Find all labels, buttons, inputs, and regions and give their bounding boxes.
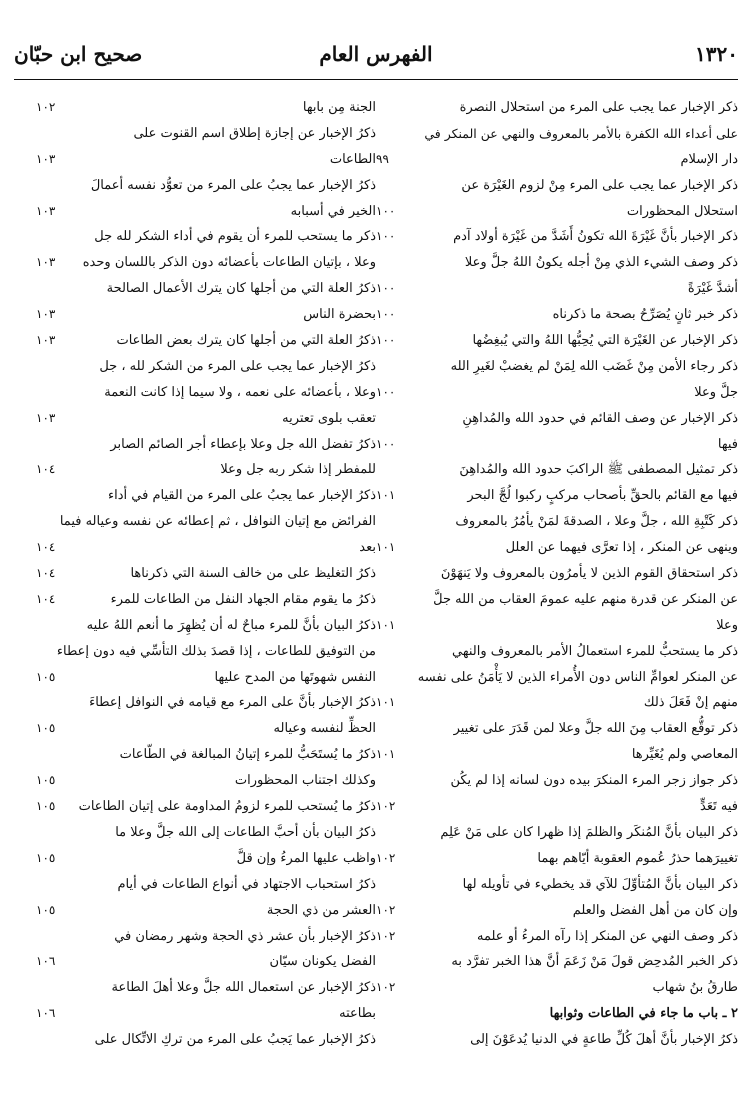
entry-page-number: ١٠٠ — [376, 436, 396, 451]
entry-text: الفضل يكونان سيّان — [269, 954, 376, 970]
index-entry-line — [376, 716, 738, 742]
entry-text: وعلا — [716, 617, 738, 633]
entry-page-number: ١٠١ — [376, 617, 396, 632]
entry-text: ذكر وصف الشيء الذي مِنْ أجله يكونُ اللهُ جلَّ وعلا — [464, 255, 738, 271]
entry-text: ذكر الإخبار عن الغَيْرَة التي يُحِبُّها اللهُ والتي يُبغِضُها — [472, 333, 738, 349]
index-entry-line — [376, 975, 738, 1001]
entry-text: وكذلك اجتناب المحظورات — [234, 773, 376, 789]
entry-text: وعلا ، بأعضائه على نعمه ، ولا سيما إذا كانت النعمة — [104, 384, 376, 400]
entry-text: ذكرُ الإخبار عما يَجبُ على المرء من تركِ الاتِّكال على — [94, 1032, 376, 1048]
entry-text: دار الإسلام — [680, 151, 738, 167]
index-entry-line — [14, 898, 376, 924]
entry-page-number: ١٠٢ — [376, 980, 396, 995]
entry-text: ذكرُ ما يُستَحَبُّ للمرء إتيانُ المبالغة في الطّاعات — [119, 747, 376, 763]
index-entry-line — [376, 561, 738, 587]
index-entry-line — [376, 328, 738, 354]
entry-page-number: ١٠٦ — [36, 1006, 56, 1021]
entry-text: ذكرُ الإخبار عما يجبُ على المرء من تعوُّد نفسه أعمالَ — [90, 177, 376, 193]
entry-text: ذكرُ البيان بأنَّ للمرء مباحٌ له أن يُظهِرَ ما أنعم اللهُ عليه — [86, 617, 376, 633]
entry-page-number: ١٠٠ — [376, 229, 396, 244]
entry-text: ذكر وصف النهي عن المنكر إذا رآه المرءُ أو علمه — [477, 928, 738, 944]
entry-page-number: ١٠٢ — [376, 850, 396, 865]
index-entry-line — [14, 665, 376, 691]
entry-text: ذكرُ الإخبار عما يجبُ على المرء من القيام في أداء — [108, 488, 376, 504]
entry-text: ذكرُ الإخبار بأن عشر ذي الحجة وشهر رمضان في — [114, 928, 376, 944]
index-entry-line — [376, 147, 738, 173]
section-heading — [376, 1001, 738, 1027]
index-entry-line — [376, 535, 738, 561]
index-entry-line — [376, 406, 738, 432]
index-entry-line — [376, 665, 738, 691]
page-number: ١٣٢٠ — [695, 42, 738, 66]
index-entry-line — [376, 846, 738, 872]
index-entry-line — [376, 742, 738, 768]
entry-text: الطاعات — [329, 151, 376, 167]
entry-text: تعقب بلوى تعتريه — [282, 410, 376, 426]
entry-text: ذكر كَتْبِةِ الله ، جلَّ وعلا ، الصدقةَ لمَنْ يأمُرُ بالمعروف — [455, 514, 738, 530]
index-entry-line — [376, 276, 738, 302]
index-entry-line — [14, 354, 376, 380]
index-entry-line — [376, 898, 738, 924]
index-entry-line — [14, 587, 376, 613]
page-title: الفهرس العام — [319, 42, 433, 66]
index-entry-line — [14, 328, 376, 354]
entry-text: ذكرُ الإخبار عن إجازة إطلاق اسم القنوت على — [133, 125, 376, 141]
entry-text: ذكرُ البيان بأن أحبَّ الطاعات إلى الله جلَّ وعلا ما — [115, 824, 376, 840]
entry-text: ذكر الإخبار عن وصف القائم في حدود الله والمُداهِنِ — [462, 410, 738, 426]
index-entry-line — [14, 535, 376, 561]
index-entry-line — [376, 639, 738, 665]
entry-text: استحلال المحظورات — [626, 203, 738, 219]
entry-text: ذكرُ استحباب الاجتهاد في أنواع الطاعات في أيام — [117, 876, 376, 892]
entry-text: ذكر توقُّع العقاب مِنَ الله جلَّ وعلا لمن قَدَرَ على تغيير — [453, 721, 738, 737]
index-entry-line — [14, 613, 376, 639]
book-title: صحيح ابن حبّان — [14, 42, 143, 66]
entry-text: تغييرَهما حذرُ عُموم العقوبة أيّاهم بهما — [537, 850, 738, 866]
entry-text: الخير في أسبابه — [290, 203, 376, 219]
index-entry-line — [14, 794, 376, 820]
entry-page-number: ١٠٥ — [36, 773, 56, 788]
entry-text: ذكر الإخبار عما يجب على المرء مِنْ لزوم الغَيْرَة عن — [461, 177, 738, 193]
entry-text: ذكر البيان بأنَّ المُنكَر والظلمَ إذا ظهرا كان على مَنْ عَلِم — [440, 824, 738, 840]
index-entry-line — [14, 690, 376, 716]
index-entry-line — [14, 276, 376, 302]
entry-text: جلَّ وعلا — [694, 384, 738, 400]
index-entry-line — [14, 561, 376, 587]
entry-page-number: ١٠٥ — [36, 669, 56, 684]
entry-text: واظب عليها المرءُ وإن قلَّ — [236, 850, 376, 866]
entry-page-number: ١٠٣ — [36, 151, 56, 166]
entry-text: ذكر الخبر المُدحِض قولَ مَنْ زَعَمَ أنَّ هذا الخبر تفرَّد به — [451, 954, 738, 970]
index-entry-line — [14, 639, 376, 665]
entry-text: عن المنكر عن قدرة منهم عليه عمومَ العقاب من الله جلَّ — [433, 591, 738, 607]
entry-text: ذكرُ تفضل الله جل وعلا بإعطاء أجر الصائم الصابر — [110, 436, 376, 452]
index-entry-line — [14, 380, 376, 406]
index-entry-line — [376, 924, 738, 950]
index-entry-line — [14, 872, 376, 898]
entry-text: العشر من ذي الحجة — [266, 902, 376, 918]
index-entry-line — [14, 250, 376, 276]
entry-text: على أعداء الله الكفرة بالأمر بالمعروف والنهي عن المنكر في — [424, 125, 738, 141]
entry-text: طارقُ بنُ شهاب — [652, 980, 738, 996]
entry-page-number: ١٠٢ — [376, 928, 396, 943]
entry-text: ذكرُ التغليظ على من خالف السنة التي ذكرناها — [130, 566, 376, 582]
index-entry-line — [14, 846, 376, 872]
index-entry-line — [14, 949, 376, 975]
entry-page-number: ١٠٤ — [36, 462, 56, 477]
index-entry-line — [376, 432, 738, 458]
entry-page-number: ١٠٠ — [376, 203, 396, 218]
index-entry-line — [376, 354, 738, 380]
entry-page-number: ١٠٣ — [36, 255, 56, 270]
index-entry-line — [376, 457, 738, 483]
entry-page-number: ١٠١ — [376, 747, 396, 762]
entry-page-number: ١٠١ — [376, 695, 396, 710]
entry-text: بطاعته — [339, 1006, 376, 1022]
index-entry-line — [376, 690, 738, 716]
entry-page-number: ٩٩ — [376, 151, 389, 166]
index-entry-line — [376, 173, 738, 199]
index-entry-line — [14, 1001, 376, 1027]
entry-page-number: ١٠٥ — [36, 799, 56, 814]
index-entry-line — [376, 949, 738, 975]
entry-page-number: ١٠٣ — [36, 203, 56, 218]
index-entry-line — [14, 457, 376, 483]
index-entry-line — [14, 95, 376, 121]
entry-text: وينهى عن المنكر ، إذا تعرَّى فيهما عن العلل — [505, 540, 738, 556]
right-column — [376, 95, 738, 1053]
entry-page-number: ١٠٥ — [36, 850, 56, 865]
entry-text: وعلا ، بإتيان الطاعات بأعضائه دون الذكر باللسان وحده — [82, 255, 376, 271]
running-header — [14, 42, 738, 78]
entry-page-number: ١٠٠ — [376, 384, 396, 399]
index-entry-line — [376, 224, 738, 250]
index-entry-line — [14, 742, 376, 768]
entry-text: ذكرُ الإخبار عن استعمال الله جلَّ وعلا أهلَ الطاعة — [111, 980, 376, 996]
index-entry-line — [14, 716, 376, 742]
index-entry-line — [376, 302, 738, 328]
entry-page-number: ١٠١ — [376, 488, 396, 503]
index-entry-line — [14, 199, 376, 225]
entry-text: ذكرُ العلة التي من أجلها كان يترك بعض الطاعات — [116, 333, 376, 349]
index-entry-line — [376, 95, 738, 121]
entry-text: من التوفيق للطاعات ، إذا قصدَ بذلك التأسِّي فيه دون إعطاء — [56, 643, 376, 659]
index-entry-line — [376, 613, 738, 639]
entry-text: ذكر البيان بأنَّ المُتأوِّلَ للآي قد يخطيء في تأويله لها — [462, 876, 738, 892]
index-entry-line — [376, 199, 738, 225]
entry-text: النفس شهوتَها من المدح عليها — [214, 669, 376, 685]
entry-text: بعد — [359, 540, 376, 556]
index-entry-line — [14, 483, 376, 509]
index-entry-line — [14, 509, 376, 535]
entry-text: فيها مع القائم بالحقِّ بأصحاب مركبٍ ركبوا لُجَّ البحر — [467, 488, 738, 504]
entry-text: للمفطر إذا شكر ربه جل وعلا — [220, 462, 376, 478]
entry-text: ذكر ما يستحبُّ للمرء استعمالُ الأمر بالمعروف والنهي — [452, 643, 738, 659]
entry-text: بحضرة الناس — [303, 307, 376, 323]
entry-text: ٢ ـ باب ما جاء في الطاعات وثوابها — [549, 1006, 738, 1022]
index-entry-line — [376, 794, 738, 820]
index-entry-line — [14, 975, 376, 1001]
entry-page-number: ١٠٦ — [36, 954, 56, 969]
entry-text: ذكرُ الإخبار بأنَّ أهلَ كُلِّ طاعةٍ في الدنيا يُدعَوْنَ إلى — [470, 1032, 738, 1048]
entry-page-number: ١٠٥ — [36, 902, 56, 917]
entry-page-number: ١٠٤ — [36, 591, 56, 606]
index-entry-line — [14, 147, 376, 173]
index-entry-line — [376, 872, 738, 898]
index-entry-line — [376, 1027, 738, 1053]
entry-text: ذكرُ الإخبار بأنَّ على المرء مع قيامه في النوافل إعطاءَ — [89, 695, 376, 711]
index-entry-line — [376, 250, 738, 276]
entry-page-number: ١٠٢ — [36, 100, 56, 114]
entry-page-number: ١٠٠ — [376, 307, 396, 322]
index-entry-line — [376, 483, 738, 509]
left-column — [14, 95, 376, 1053]
entry-page-number: ١٠٠ — [376, 281, 396, 296]
index-entry-line — [376, 380, 738, 406]
entry-text: ذكر خبر ثانٍ يُصَرِّحُ بصحة ما ذكرناه — [552, 307, 738, 323]
index-entry-line — [14, 1027, 376, 1053]
entry-text: فيها — [717, 436, 738, 452]
entry-page-number: ١٠١ — [376, 540, 396, 555]
entry-text: ذكرُ ما يُستحب للمرء لزومُ المداومة على إتيان الطاعات — [78, 799, 376, 815]
entry-text: ذكرُ ما يقوم مقام الجهاد النفل من الطاعات للمرء — [110, 591, 376, 607]
index-entry-line — [14, 302, 376, 328]
entry-text: عن المنكر لعوامِّ الناس دون الأُمراء الذين لا يَأْمَنُ على نفسه — [417, 669, 738, 685]
entry-page-number: ١٠٤ — [36, 540, 56, 555]
entry-text: فيه تَعَدٍّ — [700, 799, 738, 815]
index-entry-line — [14, 924, 376, 950]
entry-page-number: ١٠٣ — [36, 410, 56, 425]
entry-page-number: ١٠٢ — [376, 902, 396, 917]
entry-text: ذكر الإخبار عما يجب على المرء من استحلال النصرة — [459, 100, 738, 115]
entry-text: ذكر جواز زجر المرء المنكرَ بيده دون لسانه إذا لم يكُن — [450, 773, 738, 789]
entry-page-number: ١٠٣ — [36, 333, 56, 348]
entry-page-number: ١٠٠ — [376, 333, 396, 348]
entry-page-number: ١٠٣ — [36, 307, 56, 322]
entry-page-number: ١٠٤ — [36, 566, 56, 581]
index-entry-line — [376, 509, 738, 535]
entry-text: ذكرُ العلة التي من أجلها كان يترك الأعمال الصالحة — [106, 281, 376, 297]
index-entry-line — [376, 768, 738, 794]
entry-text: الفرائض مع إتيان النوافل ، ثم إعطائه عن نفسه وعياله فيما — [59, 514, 376, 530]
index-entry-line — [376, 121, 738, 147]
index-entry-line — [376, 587, 738, 613]
header-rule — [14, 79, 738, 80]
entry-text: الحظِّ لنفسه وعياله — [273, 721, 376, 737]
index-entry-line — [14, 820, 376, 846]
index-entry-line — [14, 432, 376, 458]
entry-text: المعاصي ولم يُغَيِّرها — [631, 747, 738, 763]
entry-text: ذكرُ الإخبار عما يجب على المرء من الشكر لله ، جل — [99, 358, 376, 374]
entry-text: ذكر الإخبار بأنَّ غَيْرَةَ الله تكونُ أَشَدَّ من غَيْرَة أولاد آدم — [453, 229, 738, 245]
index-entry-line — [14, 406, 376, 432]
index-entry-line — [14, 768, 376, 794]
entry-text: منهم إنْ فَعَلَ ذلك — [643, 695, 738, 711]
entry-text: ذكر تمثيل المصطفى ﷺ الراكبَ حدود الله والمُداهِنَ — [459, 462, 738, 478]
entry-text: ذكر استحقاق القوم الذين لا يأمرُون بالمعروف ولا يَنهَوْنَ — [440, 566, 738, 582]
entry-text: ذكر ما يستحب للمرء أن يقوم في أداء الشكر لله جل — [94, 229, 376, 245]
index-entry-line — [14, 121, 376, 147]
index-entry-line — [14, 224, 376, 250]
index-entry-line — [376, 820, 738, 846]
entry-page-number: ١٠٥ — [36, 721, 56, 736]
entry-text: ذكر رجاء الأمن مِنْ غَضَب الله لِمَنْ لم يغضبْ لغَيرِ الله — [450, 358, 738, 374]
entry-text: الجنة مِن بابها — [302, 100, 376, 115]
entry-page-number: ١٠٢ — [376, 799, 396, 814]
index-entry-line — [14, 173, 376, 199]
entry-text: أشدَّ غَيْرَةً — [687, 281, 738, 297]
entry-text: وإن كان من أهل الفضل والعلم — [572, 902, 738, 918]
